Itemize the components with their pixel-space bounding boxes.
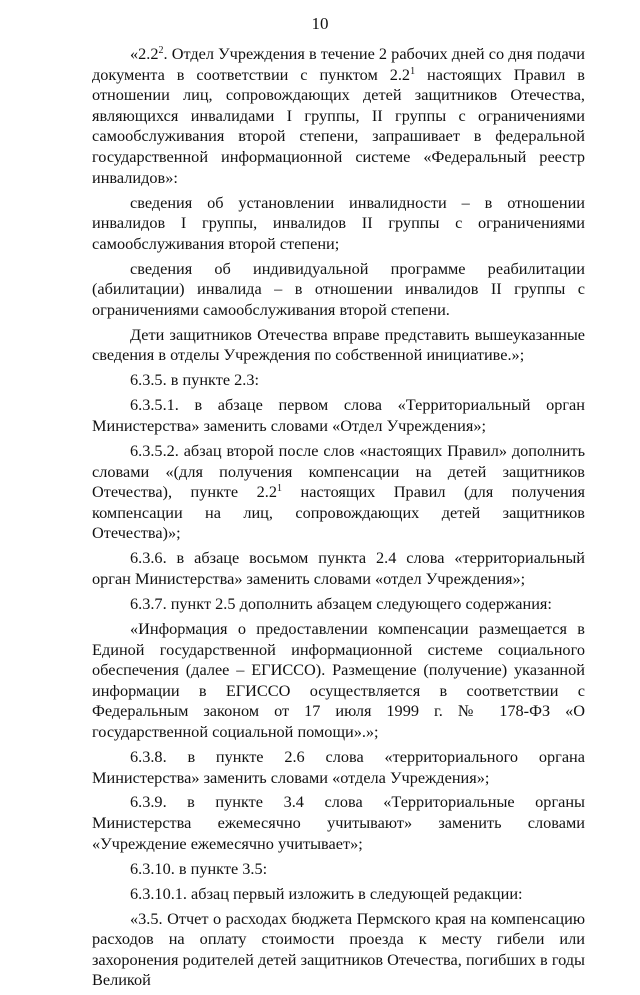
text-run: 6.3.10. в пункте 3.5:	[130, 858, 268, 878]
text-run: «3.5. Отчет о расходах бюджета Пермского края на компенсацию расходов на оплату стоимости проезда к месту гибели или захоронения родителей детей защитников Отечества, погибших в годы Великой	[92, 908, 585, 990]
paragraph	[92, 909, 585, 991]
paragraph	[92, 884, 585, 905]
text-run: настоящих Правил (для получения компенсации на лиц, сопровождающих детей защитников Отечества)»;	[92, 482, 585, 543]
text-run: Дети защитников Отечества вправе представить вышеуказанные сведения в отделы Учреждения по собственной инициативе.»;	[92, 324, 585, 365]
page-number: 10	[311, 14, 329, 33]
text-run: 6.3.8. в пункте 2.6 слова «территориального органа Министерства» заменить словами «отдела Учреждения»;	[92, 746, 585, 787]
paragraph	[92, 859, 585, 880]
text-run: 6.3.9. в пункте 3.4 слова «Территориальные органы Министерства ежемесячно учитывают» заменить словами «Учреждение ежемесячно учитывает»;	[92, 792, 585, 853]
text-run: 6.3.5. в пункте 2.3:	[130, 370, 260, 390]
text-run: . Отдел Учреждения в течение 2 рабочих дней со дня подачи документа в соответствии с пунктом 2.2	[92, 44, 585, 84]
text-run: 6.3.7. пункт 2.5 дополнить абзацем следующего содержания:	[130, 593, 552, 613]
superscript: 1	[410, 65, 416, 77]
paragraph	[92, 792, 585, 854]
paragraph	[92, 370, 585, 391]
paragraph	[92, 594, 585, 615]
paragraph	[92, 548, 585, 589]
text-run: 6.3.6. в абзаце восьмом пункта 2.4 слова «территориальный орган Министерства» заменить словами «отдел Учреждения»;	[92, 548, 585, 588]
text-run: настоящих Правил в отношении лиц, сопровождающих детей защитников Отечества, являющихся инвалидами I группы, II группы с ограничениями самообслуживания второй степени, запрашивает в федеральной государственной информационной системе «Федеральный реестр инвалидов»:	[92, 64, 585, 187]
text-run: 6.3.5.2. абзац второй после слов «настоящих Правил» дополнить словами «(для получения компенсации на детей защитников Отечества), пункте 2.2	[92, 441, 585, 502]
text-run: сведения об индивидуальной программе реабилитации (абилитации) инвалида – в отношении инвалидов II группы с ограничениями самообслуживания второй степени.	[92, 258, 585, 319]
text-run: «Информация о предоставлении компенсации размещается в Единой государственной информационной системе социального обеспечения (далее – ЕГИССО). Размещение (получение) указанной информации в ЕГИССО осуществляется в соответствии с Федеральным законом от 17 июля 1999 г. № 178-ФЗ «О государственной социальной помощи».»;	[92, 618, 585, 741]
text-run: сведения об установлении инвалидности – в отношении инвалидов I группы, инвалидов II группы с ограничениями самообслуживания второй степени;	[92, 192, 585, 253]
paragraph	[92, 325, 585, 366]
paragraph	[92, 259, 585, 321]
text-run: 6.3.5.1. в абзаце первом слова «Территориальный орган Министерства» заменить словами «Отдел Учреждения»;	[92, 395, 585, 436]
text-run: «2.2	[130, 44, 159, 63]
paragraph	[92, 441, 585, 544]
paragraph	[92, 193, 585, 255]
superscript: 1	[277, 483, 283, 495]
paragraph	[92, 619, 585, 743]
paragraph	[92, 44, 585, 188]
document-body	[92, 44, 585, 995]
paragraph	[92, 395, 585, 436]
text-run: 6.3.10.1. абзац первый изложить в следующей редакции:	[130, 883, 523, 903]
superscript: 2	[158, 45, 164, 56]
paragraph	[92, 747, 585, 788]
